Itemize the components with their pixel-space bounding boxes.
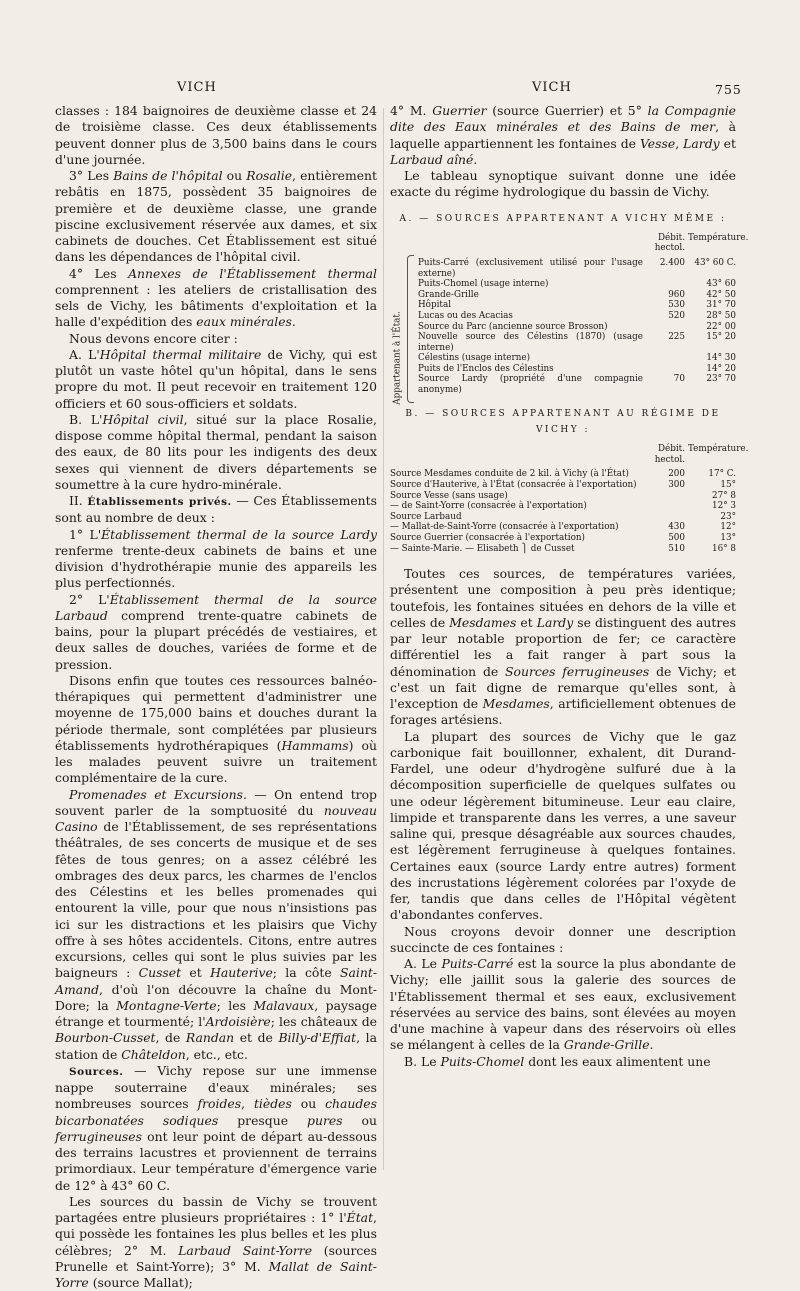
page-number: 755 [715,82,742,97]
cell-temp: 13° [720,532,736,543]
cell-temp: 16° 8 [712,543,736,554]
paragraph: B. L'Hôpital civil, situé sur la place Rosalie, dispose comme hôpital thermal, pendant la saison des eaux, de 80 lits pour les indigents des deux sexes qui viennent de divers départements se soumettre à la cure hydro-minérale. [55,411,377,492]
paragraph: Nous croyons devoir donner une description succincte de ces fontaines : [390,923,736,955]
cell-name: — de Saint-Yorre (consacrée à l'exportation) [390,501,587,512]
table-row [390,544,736,555]
paragraph: 1° L'Établissement thermal de la source Lardy renferme trente-deux cabinets de bains et une division d'hydrothérapie munie des appareils les plus perfectionnés. [55,526,377,591]
cell-temp: 31° 70 [706,300,736,311]
cell-temp: 43° 60 [706,279,736,290]
cell-temp: 14° 30 [706,353,736,364]
cell-temp: 15° 20 [706,332,736,343]
cell-temp: 22° 00 [706,321,736,332]
table-row [418,311,736,322]
cell-name: — Sainte-Marie. — Elisabeth ⎫ de Cusset [390,543,575,554]
cell-name: Lucas ou des Acacias [418,310,513,321]
paragraph: Nous devons encore citer : [69,330,238,346]
table-row [418,353,736,364]
cell-temp: 28° 50 [706,310,736,321]
paragraph: II. Établissements privés. — Ces Établissements sont au nombre de deux : [55,493,377,526]
table-row [390,501,736,512]
table-a-vertical-label: Appartenant à l'État. [392,310,403,405]
table-row [390,469,736,480]
table-row [390,522,736,533]
table-row [418,322,736,333]
cell-name: Source d'Hauterive, à l'État (consacrée à l'exportation) [390,479,637,490]
table-row [390,480,736,491]
paragraph: 2° L'Établissement thermal de la source Larbaud comprend trente-quatre cabinets de bains, pour la plupart précédés de vestiaires, et deux salles de douches, variées de forme et de pression. [55,591,377,672]
cell-temp: 14° 20 [706,363,736,374]
cell-debit: 500 [668,532,685,543]
cell-name: Source du Parc (ancienne source Brosson) [418,321,608,332]
cell-debit: 510 [668,543,685,554]
table-b-title: B. — SOURCES APPARTENANT AU RÉGIME DE VICHY : [405,408,721,435]
table-row [390,533,736,544]
table-row [418,332,736,353]
paragraph: classes : 184 baignoires de deuxième classe et 24 de troisième classe. Ces deux établissements peuvent donner plus de 3,500 bains dans le cours d'une journée. [55,103,377,167]
cell-debit: 70 [673,374,685,385]
cell-temp: 23° 70 [706,374,736,385]
table-row [418,364,736,375]
table-row [418,279,736,290]
left-column [55,103,377,1291]
column-divider [383,108,384,1170]
cell-temp: 17° C. [708,469,736,480]
table-b [390,444,749,554]
cell-debit: 960 [668,289,685,300]
brace [407,255,414,403]
paragraph: B. Le Puits-Chomel dont les eaux alimentent une [404,1053,711,1069]
cell-name: Hôpital [418,300,452,311]
table-header: Débit. hectol. Température. [654,444,749,465]
cell-name: Puits-Chomel (usage interne) [418,279,549,290]
cell-name: — Mallat-de-Saint-Yorre (consacrée à l'exportation) [390,522,619,533]
table-row [418,374,736,395]
paragraph: Les sources du bassin de Vichy se trouvent partagées entre plusieurs propriétaires : 1° l'État, qui possède les fontaines les plus belles et les plus célèbres; 2° M. Larbaud Saint-Yorre (sources Prunelle et Saint-Yorre); 3° M. Mallat de Saint-Yorre (source Mallat); [55,1193,377,1290]
paragraph: A. Le Puits-Carré est la source la plus abondante de Vichy; elle jaillit sous la galerie des sources de l'Établissement thermal et ses eaux, exclusivement réservées au service des bains, sont élevées au moyen d'une machine à vapeur dans des réservoirs où elles se mélangent à celles de la Grande-Grille. [390,956,736,1053]
cell-debit: 225 [668,332,685,343]
right-column [390,103,749,1070]
cell-debit: 520 [668,310,685,321]
running-head-left: VICH [177,80,217,95]
cell-temp: 12° [720,522,736,533]
cell-temp: 15° [720,479,736,490]
cell-name: Source Mesdames conduite de 2 kil. à Vichy (à l'État) [390,469,629,480]
paragraph: A. L'Hôpital thermal militaire de Vichy, qui est plutôt un vaste hôtel qu'un hôpital, dans le sens propre du mot. Il peut recevoir en traitement 120 officiers et 60 sous-officiers et soldats. [55,346,378,411]
table-row [390,491,736,502]
cell-name: Nouvelle source des Célestins (1870) (usage interne) [418,332,643,353]
running-head-center: VICH [532,80,572,95]
paragraph: 4° Les Annexes de l'Établissement thermal comprennent : les ateliers de cristallisation des sels de Vichy, les bâtiments d'exploitation et la halle d'expédition des eaux minérales. [55,265,377,330]
table-row [418,258,736,279]
cell-debit: 2.400 [659,257,685,268]
cell-temp: 12° 3 [712,501,736,512]
cell-name: Célestins (usage interne) [418,353,531,364]
cell-temp: 27° 8 [712,490,736,501]
paragraph: Sources. — Vichy repose sur une immense nappe souterraine d'eaux minérales; ses nombreuses sources froides, tièdes ou chaudes bicarbonatées sodiques presque pures ou ferrugineuses ont leur point de départ au-dessous des terrains lacustres et proviennent de terrains primordiaux. Leur température d'émergence varie de 12° à 43° 60 C. [55,1062,377,1193]
table-row [390,512,736,523]
table-header: Débit. hectol. Température. [654,232,749,254]
cell-debit: 530 [668,300,685,311]
cell-name: Grande-Grille [418,289,479,300]
table-a-title: A. — SOURCES APPARTENANT A VICHY MÊME : [399,213,727,224]
paragraph: 4° M. Guerrier (source Guerrier) et 5° la Compagnie dite des Eaux minérales et des Bains de mer, à laquelle appartiennent les fontaines de Vesse, Lardy et Larbaud aîné. [390,103,736,167]
paragraph: Promenades et Excursions. — On entend trop souvent parler de la somptuosité du nouveau Casino de l'Établissement, de ses représentations théâtrales, de ses concerts de musique et de ses fêtes de tous genres; on a assez célébré les ombrages des deux parcs, les charmes de l'enclos des Célestins et les belles promenades qui entourent la ville, pour que nous n'insistions pas ici sur les distractions et les plaisirs que Vichy offre à ses hôtes accidentels. Citons, entre autres excursions, celles qui sont le plus suivies par les baigneurs : Cusset et Hauterive; la côte Saint-Amand, d'où l'on découvre la chaîne du Mont-Dore; la Montagne-Verte; les Malavaux, paysage étrange et tourmenté; l'Ardoisière; les châteaux de Bourbon-Cusset, de Randan et de Billy-d'Effiat, la station de Châteldon, etc., etc. [55,786,377,1062]
table-row [418,300,736,311]
cell-debit: 300 [668,479,685,490]
cell-name: Source Larbaud [390,511,462,522]
cell-name: Source Guerrier (consacrée à l'exportation) [390,532,585,543]
paragraph: 3° Les Bains de l'hôpital ou Rosalie, entièrement rebâtis en 1875, possèdent 35 baignoires de première et de deuxième classe, une grande piscine exclusivement réservée aux dames, et six cabinets de douches. Cet Établissement est situé dans les dépendances de l'hôpital civil. [55,168,377,265]
cell-name: Puits de l'Enclos des Célestins [418,363,554,374]
cell-debit: 430 [668,522,685,533]
paragraph: Toutes ces sources, de températures variées, présentent une composition à peu près identique; toutefois, les fontaines situées en dehors de la ville et celles de Mesdames et Lardy se distinguent des autres par leur notable proportion de fer; ce caractère différentiel les a fait ranger à part sous la dénomination de Sources ferrugineuses de Vichy; et c'est un fait digne de remarque qu'elles sont, à l'exception de Mesdames, artificiellement obtenues de forages artésiens. [390,566,737,728]
cell-name: Source Vesse (sans usage) [390,490,508,501]
cell-temp: 43° 60 C. [694,257,736,268]
table-row [418,290,736,301]
paragraph: Disons enfin que toutes ces ressources balnéo-thérapiques qui permettent d'administrer une moyenne de 175,000 bains et douches durant la période thermale, sont complétées par plusieurs établissements hydrothérapiques (Hammams) où les malades peuvent suivre un traitement complémentaire de la cure. [55,672,377,786]
cell-temp: 23° [720,511,736,522]
cell-name: Source Lardy (propriété d'une compagnie anonyme) [418,374,643,396]
paragraph: La plupart des sources de Vichy que le gaz carbonique fait bouillonner, exhalent, dit Durand-Fardel, une odeur d'hydrogène sulfuré due à la décomposition superficielle de quelques sulfates ou une odeur légèrement bitumineuse. Leur eau claire, limpide et transparente dans les verres, a une saveur saline qui, presque désagréable aux sources chaudes, est légèrement ferrugineuse à quelques fontaines. Certaines eaux (source Lardy entre autres) forment des incrustations légèrement colorées par l'oxyde de fer, tandis que dans celles de l'Hôpital végètent d'abondantes conferves. [390,728,736,923]
paragraph: Le tableau synoptique suivant donne une idée exacte du régime hydrologique du bassin de Vichy. [390,168,736,200]
cell-temp: 42° 50 [706,289,736,300]
cell-name: Puits-Carré (exclusivement utilisé pour l'usage externe) [418,257,643,279]
cell-debit: 200 [668,469,685,480]
table-a [390,232,749,405]
